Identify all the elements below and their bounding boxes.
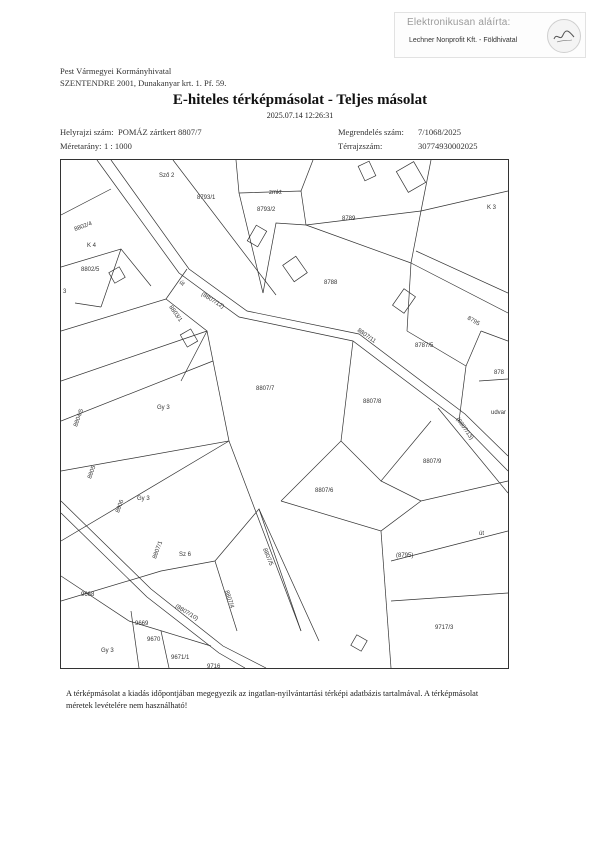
map-label: 9717/3 [435, 625, 454, 631]
map-label: út [479, 531, 485, 537]
parcel-number-label: Helyrajzi szám: [60, 127, 114, 137]
map-label: 8788 [324, 280, 338, 286]
map-sheet-label: Térrajzszám: [338, 141, 383, 151]
map-label: 8793/1 [197, 195, 216, 201]
map-label: K 3 [487, 205, 497, 211]
map-label: Gy 3 [157, 405, 170, 411]
map-label: 8806 [115, 499, 126, 514]
order-number-value: 7/1068/2025 [418, 127, 461, 137]
map-label: 3 [63, 289, 67, 295]
map-label: (8807/13) [454, 416, 475, 442]
map-label: út [177, 279, 186, 288]
map-label: 8795 [466, 315, 481, 328]
parcel-number-value: POMÁZ zártkert 8807/7 [118, 127, 202, 137]
signature-title: Elektronikusan aláírta: [407, 17, 511, 28]
map-label: 8803/1 [167, 304, 183, 324]
map-label: 8802/4 [73, 220, 93, 233]
cadastral-map [60, 159, 509, 669]
map-label: Sző 2 [159, 173, 175, 179]
map-label: (8807/12) [199, 291, 225, 311]
map-label: 9716 [207, 664, 221, 668]
map-label: (8807/10) [173, 603, 199, 623]
map-label: Gy 3 [101, 648, 114, 654]
map-label: 878 [494, 370, 505, 376]
issuer-name: Pest Vármegyei Kormányhivatal [60, 66, 172, 76]
map-label: 8802/5 [81, 267, 100, 273]
map-label: 8804/5 [73, 408, 86, 428]
issuer-address: SZENTENDRE 2001, Dunakanyar krt. 1. Pf. 59. [60, 78, 227, 88]
document-timestamp: 2025.07.14 12:26:31 [266, 111, 334, 120]
map-label: udvar [491, 410, 507, 416]
signature-seal-icon [547, 19, 581, 53]
disclaimer-notice: A térképmásolat a kiadás időpontjában megegyezik az ingatlan-nyilvántartási térképi adatbázis tartalmával. A térképmásolat méretek levételére nem használható! [66, 689, 479, 710]
map-label: 9669 [135, 621, 149, 627]
map-label: zmkt [269, 190, 282, 196]
map-label: Gy 3 [137, 496, 150, 502]
map-label: Sz 6 [179, 552, 192, 558]
signature-signer: Lechner Nonprofit Kft. - Földhivatal [409, 37, 518, 44]
electronic-signature-box [394, 12, 586, 58]
map-label: 8805 [87, 465, 98, 480]
map-label: 8793/2 [257, 207, 276, 213]
map-label: 8807/11 [355, 327, 377, 345]
map-label: 8787/5 [415, 343, 434, 349]
scale-label: Méretarány: [60, 141, 102, 151]
map-label: 8807/8 [363, 399, 382, 405]
map-label: 8807/5 [261, 547, 274, 567]
order-number-label: Megrendelés szám: [338, 127, 404, 137]
document-title: E-hiteles térképmásolat - Teljes másolat [172, 92, 428, 108]
map-label: 8807/7 [256, 386, 275, 392]
map-label: 9668 [81, 592, 95, 598]
map-label: 8807/4 [223, 589, 235, 610]
map-label: 9671/1 [171, 655, 190, 661]
scale-value: 1 : 1000 [104, 141, 132, 151]
map-label: 9670 [147, 637, 161, 643]
map-label: 8807/1 [152, 540, 165, 560]
map-label: K 4 [87, 243, 97, 249]
map-label: (8795) [396, 553, 414, 559]
map-label: 8807/6 [315, 488, 334, 494]
map-sheet-value: 30774930002025 [418, 141, 478, 151]
map-label: 8789 [342, 216, 356, 222]
map-label: 8807/9 [423, 459, 442, 465]
